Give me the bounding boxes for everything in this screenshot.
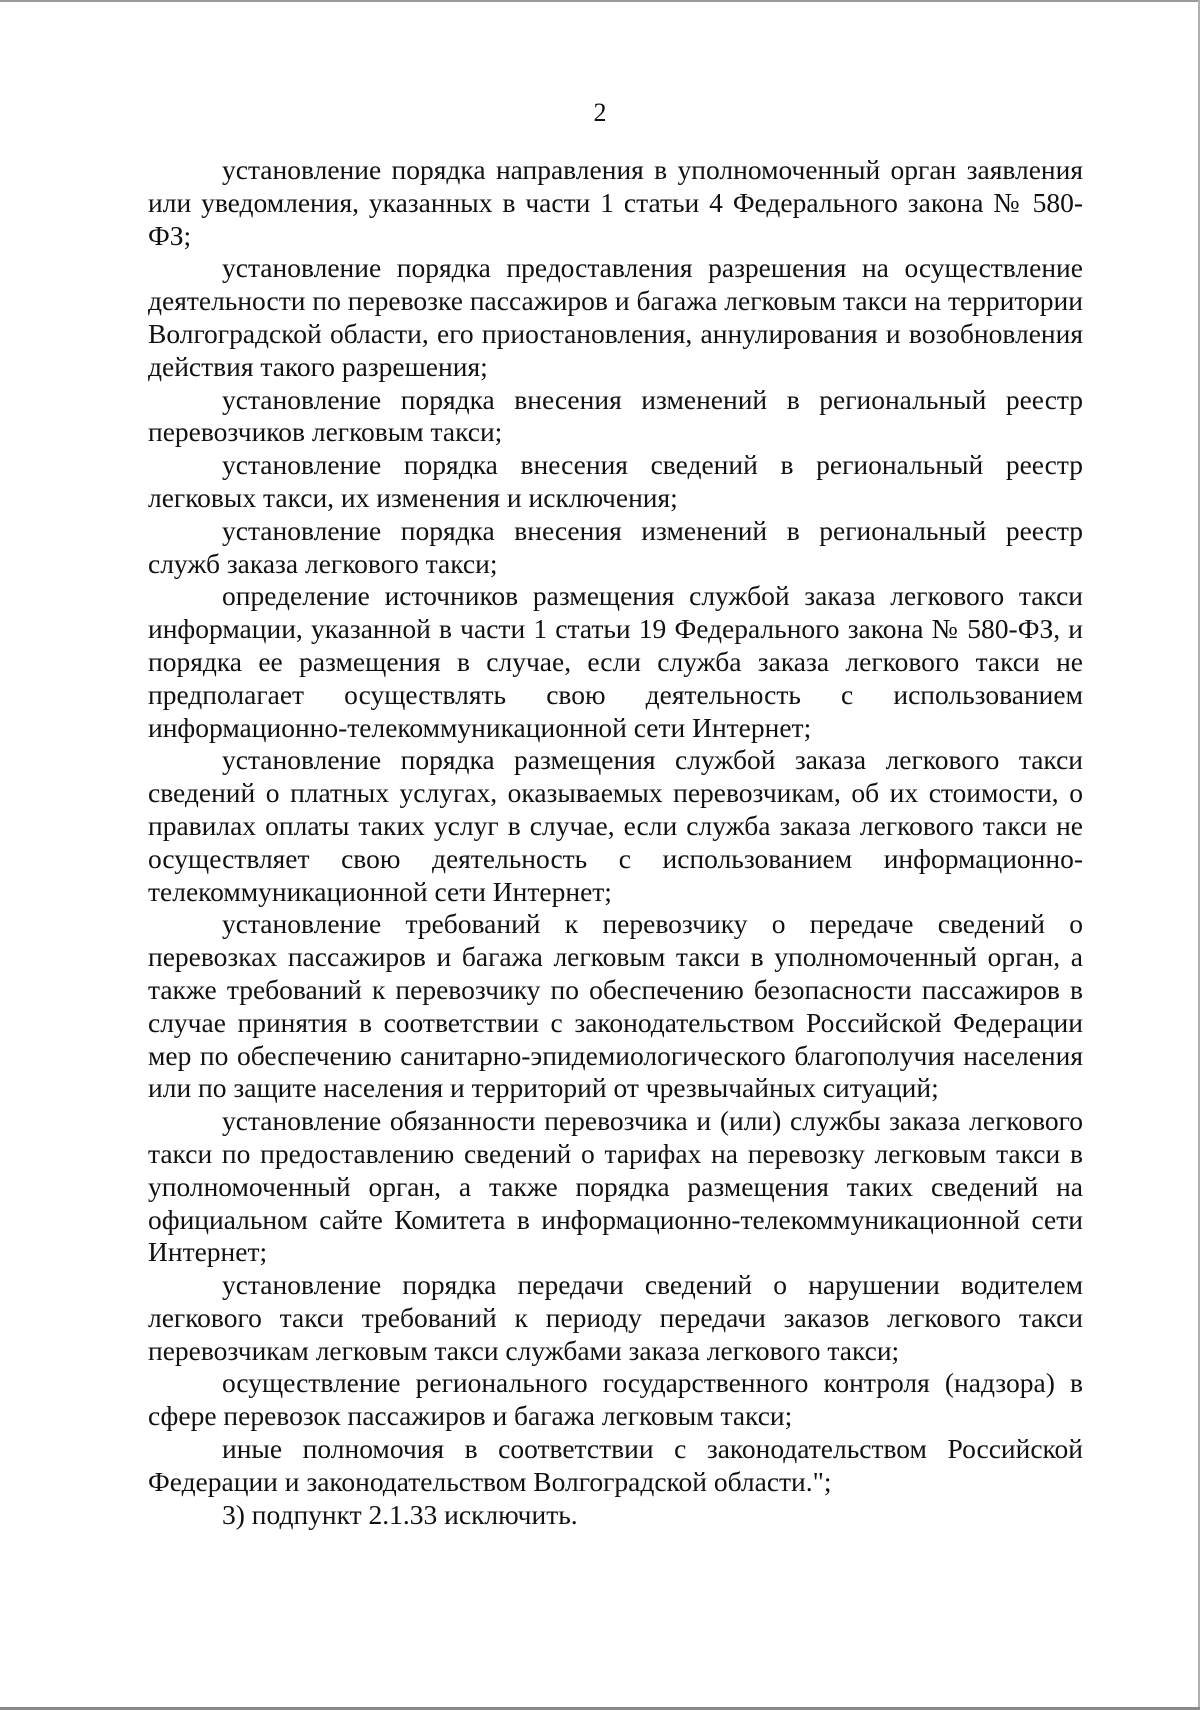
- document-body: [148, 154, 1083, 1531]
- paragraph: иные полномочия в соответствии с законодательством Российской Федерации и законодательством Волгоградской области.";: [148, 1433, 1083, 1497]
- paragraph: установление порядка внесения изменений в региональный реестр служб заказа легкового такси;: [148, 514, 1083, 579]
- paragraph: установление порядка предоставления разрешения на осуществление деятельности по перевозке пассажиров и багажа легковым такси на территории Волгоградской области, его приостановления, аннулирования и возобновления действия такого разрешения;: [148, 252, 1083, 382]
- paragraph: установление порядка направления в уполномоченный орган заявления или уведомления, указанных в части 1 статьи 4 Федерального закона № 580-ФЗ;: [148, 154, 1083, 251]
- paragraph: 3) подпункт 2.1.33 исключить.: [222, 1498, 578, 1530]
- paragraph: определение источников размещения службой заказа легкового такси информации, указанной в части 1 статьи 19 Федерального закона № 580-ФЗ, и порядка ее размещения в случае, если служба заказа легкового такси не предполагает осуществлять свою деятельность с использованием информационно-телекоммуникационной сети Интернет;: [148, 580, 1083, 743]
- page-number: 2: [593, 98, 607, 127]
- scan-edge-top: [0, 0, 1200, 2]
- paragraph: установление требований к перевозчику о передаче сведений о перевозках пассажиров и багажа легковым такси в уполномоченный орган, а также требований к перевозчику по обеспечению безопасности пассажиров в случае принятия в соответствии с законодательством Российской Федерации мер по обеспечению санитарно-эпидемиологического благополучия населения или по защите населения и территорий от чрезвычайных ситуаций;: [148, 908, 1083, 1104]
- paragraph: установление обязанности перевозчика и (или) службы заказа легкового такси по предоставлению сведений о тарифах на перевозку легковым такси в уполномоченный орган, а также порядка размещения таких сведений на официальном сайте Комитета в информационно-телекоммуникационной сети Интернет;: [148, 1105, 1083, 1268]
- paragraph: установление порядка внесения сведений в региональный реестр легковых такси, их изменения и исключения;: [148, 449, 1083, 513]
- paragraph: осуществление регионального государственного контроля (надзора) в сфере перевозок пассажиров и багажа легковым такси;: [148, 1367, 1083, 1432]
- paragraph: установление порядка передачи сведений о нарушении водителем легкового такси требований к периоду передачи заказов легкового такси перевозчикам легковым такси службами заказа легкового такси;: [148, 1269, 1083, 1366]
- paragraph: установление порядка размещения службой заказа легкового такси сведений о платных услугах, оказываемых перевозчикам, об их стоимости, о правилах оплаты таких услуг в случае, если служба заказа легкового такси не осуществляет свою деятельность с использованием информационно-телекоммуникационной сети Интернет;: [148, 744, 1083, 907]
- paragraph: установление порядка внесения изменений в региональный реестр перевозчиков легковым такси;: [148, 383, 1083, 448]
